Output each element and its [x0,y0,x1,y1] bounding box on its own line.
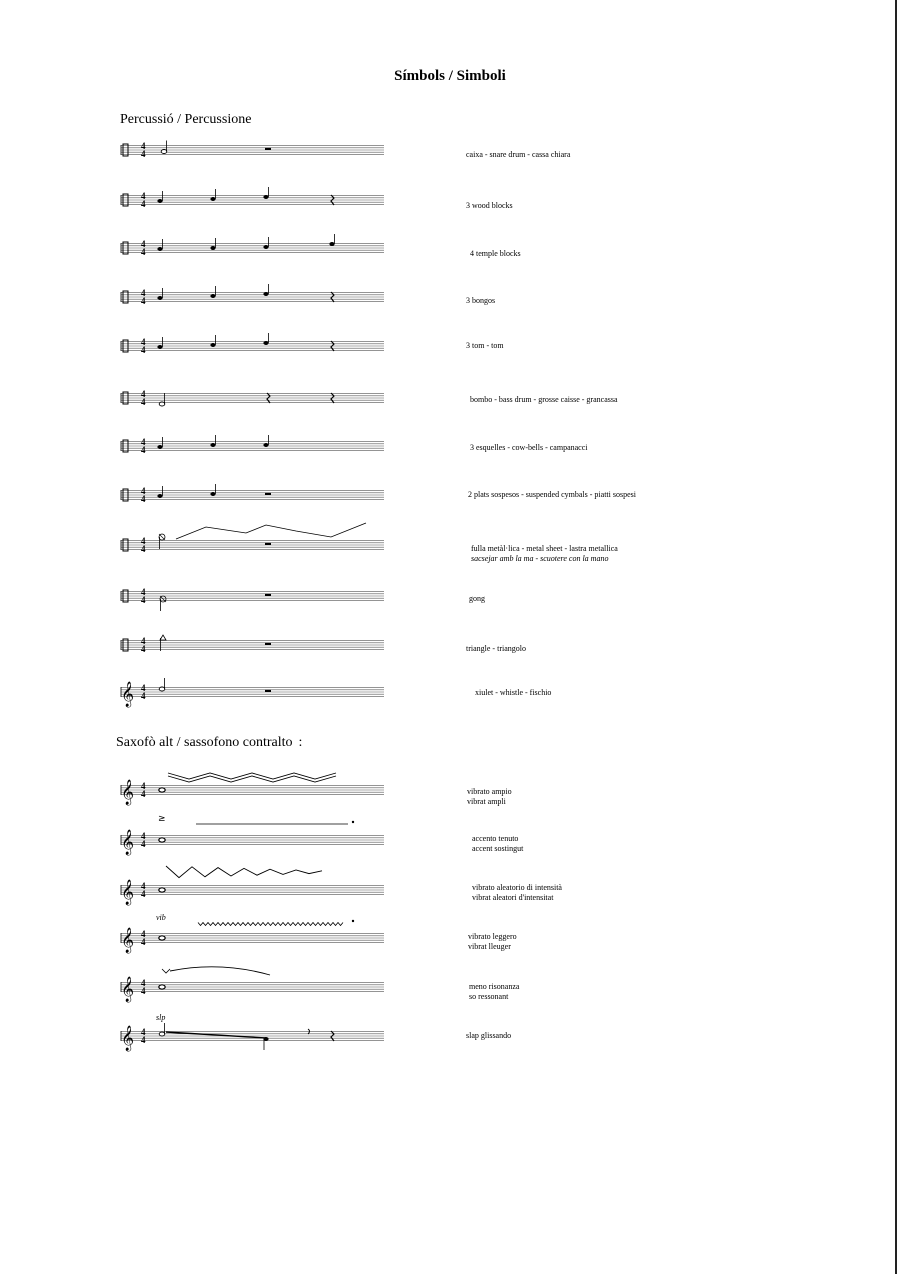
time-signature-top: 4 [141,437,146,447]
time-signature-bottom: 4 [141,1035,146,1045]
perc-label-line1: 4 temple blocks [470,249,521,258]
sax-label-line2: accent sostingut [472,844,524,853]
half-note [159,687,165,691]
quarter-note [210,197,215,201]
perc-label-line2: sacsejar amb la ma - scuotere con la mano [471,554,609,563]
sax-label-line2: so ressonant [469,992,509,1001]
sax-label [466,1031,511,1041]
perc-label-line1: xiulet - whistle - fischio [475,688,552,697]
half-note [161,150,167,154]
treble-clef-icon: 𝄞 [121,880,135,905]
perc-label-line1: 2 plats sospesos - suspended cymbals - piatti sospesi [468,490,636,499]
time-signature-top: 4 [141,191,146,201]
time-signature-top: 4 [141,881,146,891]
time-signature-top: 4 [141,636,146,646]
rest [265,690,271,692]
vibrato-ampio-line-2 [168,776,336,782]
sax-staff [121,773,384,805]
time-signature-top: 4 [141,929,146,939]
time-signature-top: 4 [141,781,146,791]
accent-tenuto-marking: ≥ [158,814,166,824]
rest [265,543,271,545]
time-signature-bottom: 4 [141,494,146,504]
percussion-staff [121,435,384,455]
sax-staff [121,1013,384,1051]
quarter-note [263,443,268,447]
sax-label [472,834,523,854]
quarter-note [263,195,268,199]
sax-label [467,787,512,807]
quarter-note [210,294,215,298]
quarter-note [263,245,268,249]
time-signature-top: 4 [141,141,146,151]
time-signature-top: 4 [141,536,146,546]
time-signature-top: 4 [141,978,146,988]
quarter-note [157,199,162,203]
treble-clef-icon: 𝄞 [121,830,135,855]
perc-label [470,395,618,405]
time-signature-top: 4 [141,1027,146,1037]
shake-line [176,523,366,539]
whole-note [159,888,165,892]
perc-label [470,443,588,453]
whole-note [159,985,165,989]
sax-label-line1: accento tenuto [472,834,519,843]
whole-note [159,838,165,842]
treble-clef-icon: 𝄞 [121,928,135,953]
time-signature-top: 4 [141,587,146,597]
time-signature-bottom: 4 [141,986,146,996]
percussion-staff [121,484,384,504]
vibrato-leggero-line [198,923,343,926]
glissando-line [166,1032,266,1038]
percussion-staff [121,587,384,611]
perc-label-line1: fulla metàl·lica - metal sheet - lastra metallica [471,544,618,553]
sax-label [469,982,519,1002]
time-signature-bottom: 4 [141,296,146,306]
time-signature-top: 4 [141,337,146,347]
time-signature-bottom: 4 [141,247,146,257]
sax-label-line2: vibrat lleuger [468,942,511,951]
percussion-staff [121,284,384,306]
sax-label-line2: vibrat ampli [467,797,506,806]
treble-clef-icon: 𝄞 [121,780,135,805]
perc-label [469,594,485,604]
time-signature-top: 4 [141,239,146,249]
time-signature-bottom: 4 [141,937,146,947]
vibrato-aleatorio-line [166,866,322,878]
percussion-staff [121,141,384,160]
time-signature-top: 4 [141,389,146,399]
quarter-note [329,242,334,246]
sax-label [468,932,517,952]
sax-label [472,883,562,903]
perc-label [475,688,551,698]
perc-label-line1: 3 tom - tom [466,341,504,350]
time-signature-top: 4 [141,288,146,298]
time-signature-bottom: 4 [141,889,146,899]
sax-label-line1: vibrato leggero [468,932,517,941]
perc-label-line1: gong [469,594,485,603]
rest [265,493,271,495]
quarter-note [157,494,162,498]
resonance-symbol-icon [162,969,170,973]
time-signature-bottom: 4 [141,595,146,605]
sax-staff [121,913,384,953]
time-signature-bottom: 4 [141,644,146,654]
time-signature-top: 4 [141,683,146,693]
perc-label [468,490,636,500]
quarter-note [210,246,215,250]
quarter-note [263,292,268,296]
time-signature-top: 4 [141,486,146,496]
treble-clef-icon: 𝄞 [121,1026,135,1051]
percussion-heading: Percussió / Percussione [120,112,252,127]
time-signature-bottom: 4 [141,691,146,701]
treble-clef-icon: 𝄞 [121,977,135,1002]
sax-staff [121,866,384,905]
perc-label [471,544,618,564]
rest [265,643,271,645]
quarter-note [210,343,215,347]
quarter-note [210,492,215,496]
quarter-note [263,341,268,345]
percussion-staff [121,234,384,257]
percussion-staff [121,523,384,554]
percussion-staff [121,635,384,654]
sax-label-line2: vibrat aleatori d'intensitat [472,893,554,902]
resonance-arc [170,967,270,975]
percussion-staff [121,389,384,407]
rest [265,148,271,150]
time-signature-bottom: 4 [141,199,146,209]
quarter-note [157,247,162,251]
quarter-note [157,296,162,300]
time-signature-bottom: 4 [141,544,146,554]
sax-heading-text: Saxofò alt / sassofono contralto [116,735,293,750]
perc-label [466,201,513,211]
sax-staff [121,967,384,1002]
percussion-staff [121,678,384,707]
half-note [159,402,165,406]
time-signature-bottom: 4 [141,445,146,455]
page-title: Símbols / Simboli [394,68,506,84]
whole-note [159,788,165,792]
vibrato-marking: vib [156,913,166,922]
time-signature-bottom: 4 [141,789,146,799]
percussion-staff [121,187,384,209]
time-signature-top: 4 [141,831,146,841]
perc-label-line1: caixa - snare drum - cassa chiara [466,150,571,159]
time-signature-bottom: 4 [141,149,146,159]
sax-label-line1: vibrato ampio [467,787,512,796]
perc-label [466,296,495,306]
sax-staff [121,814,384,855]
whole-note [159,936,165,940]
perc-label-line1: bombo - bass drum - grosse caisse - grancassa [470,395,618,404]
time-signature-bottom: 4 [141,839,146,849]
perc-label [466,644,526,654]
quarter-note [210,443,215,447]
perc-label-line1: 3 bongos [466,296,496,305]
half-note [159,1032,165,1036]
perc-label-line1: 3 wood blocks [466,201,513,210]
sax-label-line1: vibrato aleatorio di intensità [472,883,562,892]
perc-label [470,249,521,259]
percussion-staff [121,333,384,355]
line-end-dot [352,821,354,823]
time-signature-bottom: 4 [141,345,146,355]
perc-label [466,341,504,351]
slap-marking: slp [156,1013,166,1022]
perc-label [466,150,570,160]
sax-heading-colon: : [298,735,303,750]
quarter-note [157,345,162,349]
perc-label-line1: 3 esquelles - cow-bells - campanacci [470,443,588,452]
treble-clef-icon: 𝄞 [121,682,135,707]
quarter-note [157,445,162,449]
line-end-dot [352,920,354,922]
sax-label-line1: meno risonanza [469,982,520,991]
time-signature-bottom: 4 [141,397,146,407]
perc-label-line1: triangle - triangolo [466,644,526,653]
sax-label-line1: slap glissando [466,1031,512,1040]
rest [265,594,271,596]
